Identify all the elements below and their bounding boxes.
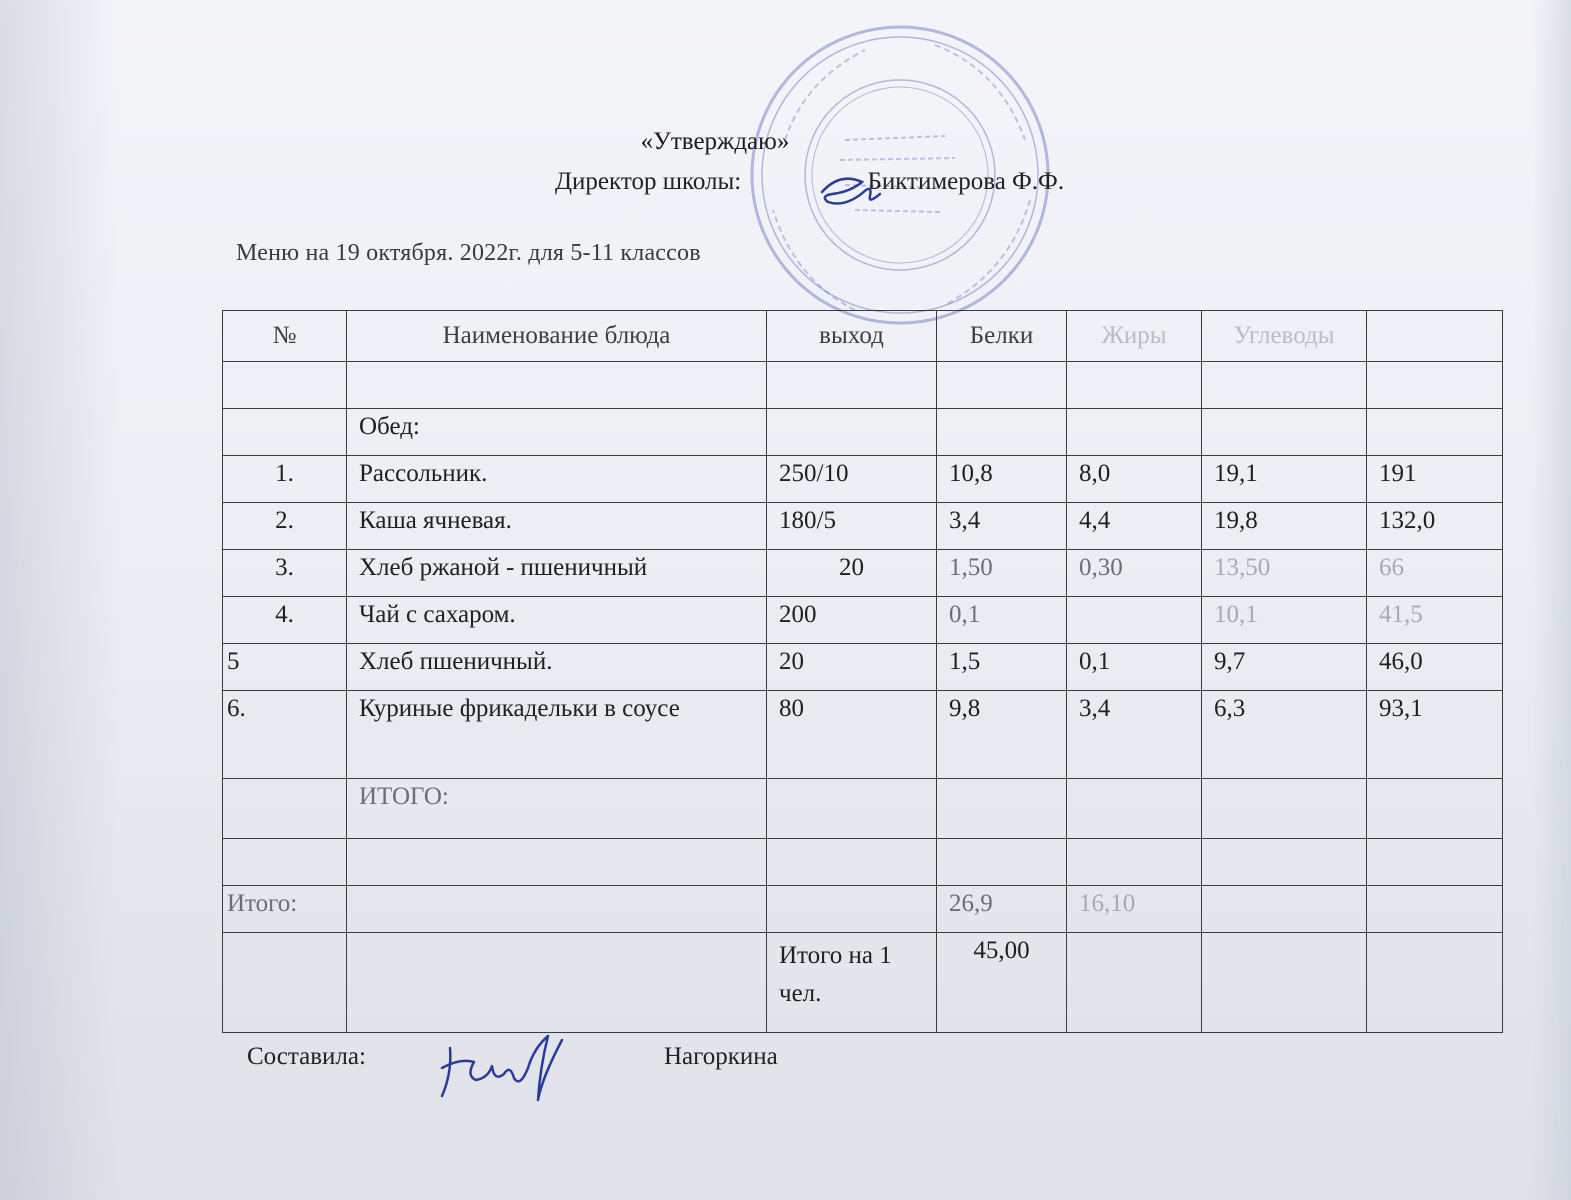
itogo-protein: 26,9: [937, 886, 1067, 933]
table-row: [223, 691, 1503, 779]
section-label: Обед:: [347, 409, 767, 456]
table-row-itogo-caps: [223, 779, 1503, 839]
menu-title: Меню на 19 октября. 2022г. для 5-11 классов: [236, 240, 701, 266]
dish-fat: 0,1: [1067, 644, 1202, 691]
row-number: 4.: [223, 597, 347, 644]
dish-name: Рассольник.: [347, 456, 767, 503]
table-row-section: [223, 409, 1503, 456]
table-row: [223, 597, 1503, 644]
row-number: 2.: [223, 503, 347, 550]
per-person-value: 45,00: [937, 933, 1067, 1033]
dish-protein: 3,4: [937, 503, 1067, 550]
col-header-number: №: [223, 311, 347, 362]
dish-output: 250/10: [767, 456, 937, 503]
director-name: Биктимерова Ф.Ф.: [867, 168, 1065, 195]
per-person-label: Итого на 1 чел.: [767, 933, 937, 1033]
dish-name: Куриные фрикадельки в соусе: [347, 691, 767, 779]
dish-energy: 132,0: [1367, 503, 1503, 550]
col-header-protein: Белки: [937, 311, 1067, 362]
itogo-label: Итого:: [223, 886, 347, 933]
dish-energy: 46,0: [1367, 644, 1503, 691]
dish-energy: 66: [1367, 550, 1503, 597]
dish-energy: 191: [1367, 456, 1503, 503]
row-number: 5: [223, 644, 347, 691]
table-row: [223, 644, 1503, 691]
itogo-caps-label: ИТОГО:: [347, 779, 767, 839]
dish-fat: [1067, 597, 1202, 644]
itogo-fat: 16,10: [1067, 886, 1202, 933]
dish-name: Каша ячневая.: [347, 503, 767, 550]
col-header-fat: Жиры: [1067, 311, 1202, 362]
dish-name: Хлеб пшеничный.: [347, 644, 767, 691]
director-signature: [810, 160, 910, 220]
dish-carbs: 19,8: [1202, 503, 1367, 550]
table-row-empty: [223, 839, 1503, 886]
dish-fat: 3,4: [1067, 691, 1202, 779]
col-header-carbs: Углеводы: [1202, 311, 1367, 362]
dish-fat: 8,0: [1067, 456, 1202, 503]
table-row: [223, 456, 1503, 503]
dish-carbs: 10,1: [1202, 597, 1367, 644]
col-header-name: Наименование блюда: [347, 311, 767, 362]
dish-output: 20: [767, 644, 937, 691]
dish-carbs: 6,3: [1202, 691, 1367, 779]
table-row: [223, 503, 1503, 550]
table-header-row: [223, 311, 1503, 362]
col-header-output: выход: [767, 311, 937, 362]
table-row-empty: [223, 362, 1503, 409]
dish-protein: 1,5: [937, 644, 1067, 691]
dish-energy: 41,5: [1367, 597, 1503, 644]
dish-protein: 1,50: [937, 550, 1067, 597]
compiler-signature: [430, 1018, 580, 1108]
dish-output: 20: [767, 550, 937, 597]
dish-carbs: 9,7: [1202, 644, 1367, 691]
dish-protein: 10,8: [937, 456, 1067, 503]
director-label: Директор школы:: [555, 168, 742, 195]
table-row-itogo: [223, 886, 1503, 933]
dish-name: Чай с сахаром.: [347, 597, 767, 644]
dish-fat: 4,4: [1067, 503, 1202, 550]
dish-carbs: 19,1: [1202, 456, 1367, 503]
dish-output: 80: [767, 691, 937, 779]
table-row-per-person: [223, 933, 1503, 1033]
dish-output: 180/5: [767, 503, 937, 550]
dish-carbs: 13,50: [1202, 550, 1367, 597]
paper-edge: [1531, 0, 1571, 1200]
compiled-by-name: Нагоркина: [664, 1043, 778, 1070]
table-row: [223, 550, 1503, 597]
approve-heading: «Утверждаю»: [640, 128, 790, 155]
paper-shadow: [0, 0, 120, 1200]
row-number: 6.: [223, 691, 347, 779]
dish-protein: 9,8: [937, 691, 1067, 779]
dish-protein: 0,1: [937, 597, 1067, 644]
row-number: 3.: [223, 550, 347, 597]
dish-name: Хлеб ржаной - пшеничный: [347, 550, 767, 597]
dish-fat: 0,30: [1067, 550, 1202, 597]
dish-output: 200: [767, 597, 937, 644]
row-number: 1.: [223, 456, 347, 503]
menu-table: [222, 310, 1503, 1033]
compiled-by-label: Составила:: [247, 1043, 366, 1070]
col-header-energy: [1367, 311, 1503, 362]
dish-energy: 93,1: [1367, 691, 1503, 779]
